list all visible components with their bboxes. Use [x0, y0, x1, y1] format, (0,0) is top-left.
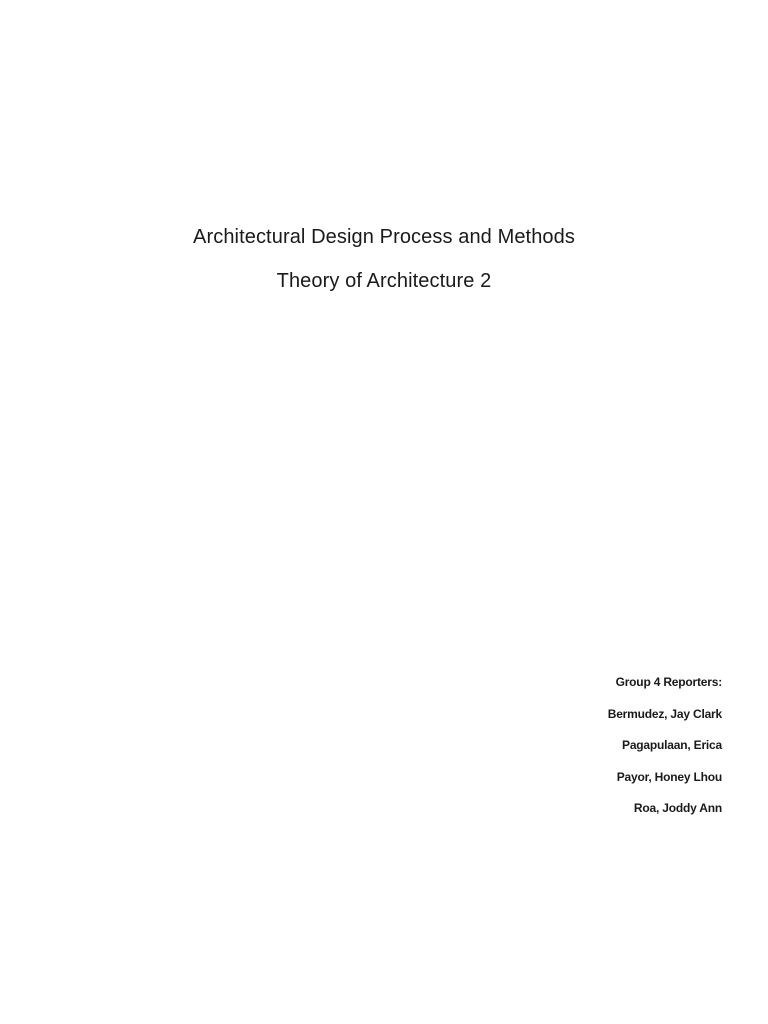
document-subtitle: Theory of Architecture 2	[276, 270, 492, 292]
document-title: Architectural Design Process and Methods	[193, 226, 575, 248]
reporter-name: Pagapulaan, Erica	[622, 738, 722, 752]
reporter-name: Roa, Joddy Ann	[633, 801, 722, 815]
reporter-name: Payor, Honey Lhou	[616, 769, 722, 784]
reporters-heading: Group 4 Reporters:	[615, 675, 722, 689]
reporter-name: Bermudez, Jay Clark	[607, 706, 722, 721]
reporters-block	[422, 674, 722, 832]
